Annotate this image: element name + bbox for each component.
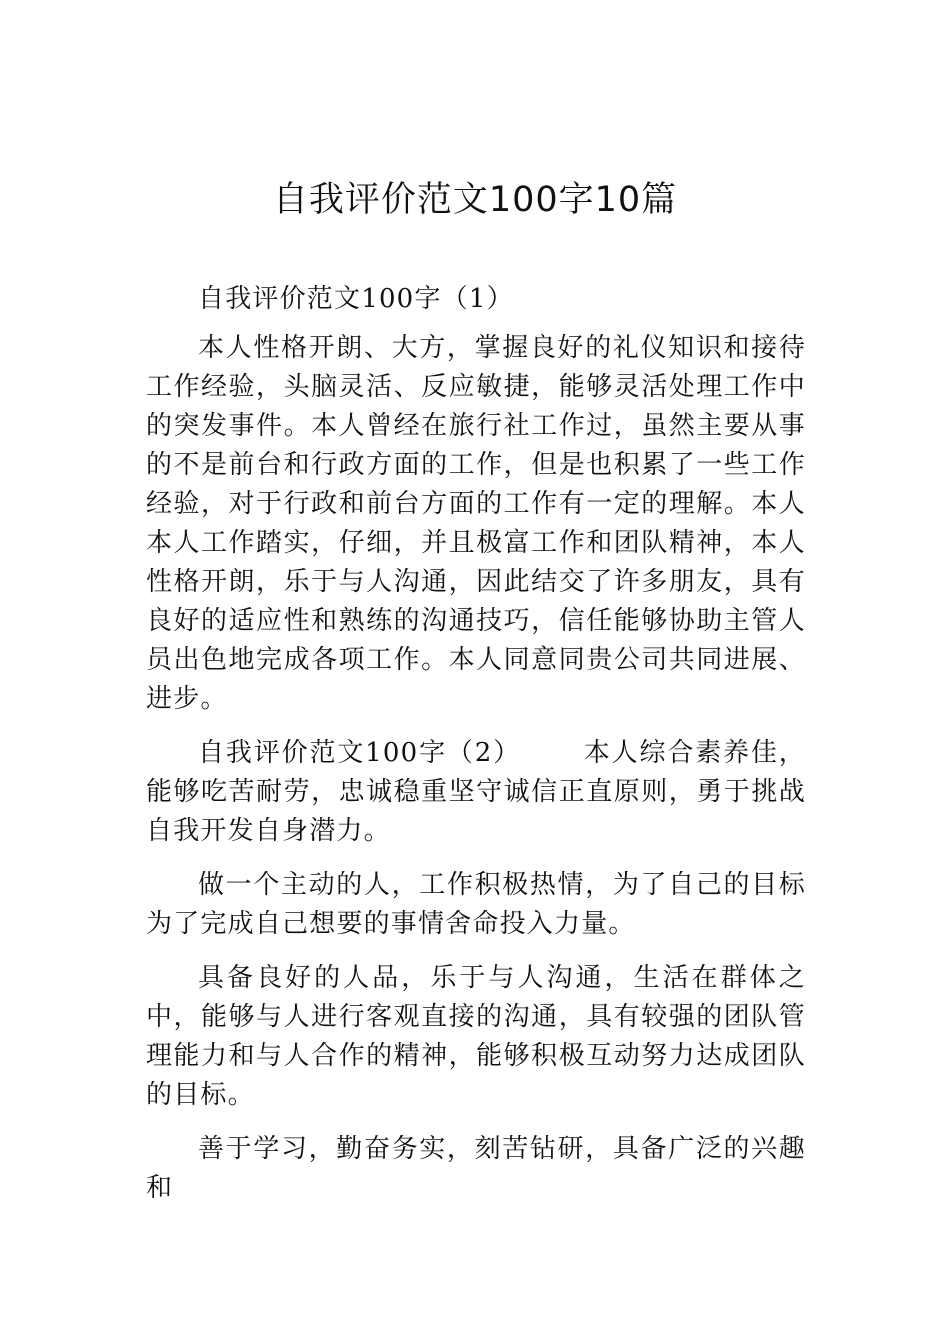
paragraph-1: 本人性格开朗、大方，掌握良好的礼仪知识和接待工作经验，头脑灵活、反应敏捷，能够灵活处理工作中的突发事件。本人曾经在旅行社工作过，虽然主要从事的不是前台和行政方面的工作，但是也积累了一些工作经验，对于行政和前台方面的工作有一定的理解。本人本人工作踏实，仔细，并且极富工作和团队精神，本人性格开朗，乐于与人沟通，因此结交了许多朋友，具有良好的适应性和熟练的沟通技巧，信任能够协助主管人员出色地完成各项工作。本人同意同贵公司共同进展、进步。: [146, 333, 806, 714]
section-heading-2: 自我评价范文100字（2）: [198, 738, 522, 768]
paragraph-2-text: 本人综合素养佳，能够吃苦耐劳，忠诚稳重坚守诚信正直原则，勇于挑战自我开发自身潜力。: [146, 738, 806, 846]
paragraph-5: 善于学习，勤奋务实，刻苦钻研，具备广泛的兴趣和: [146, 1134, 806, 1203]
paragraph-3: 做一个主动的人，工作积极热情，为了自己的目标为了完成自己想要的事情舍命投入力量。: [146, 870, 806, 939]
document-body: [146, 280, 806, 1223]
section-heading-1: 自我评价范文100字（1）: [198, 284, 514, 314]
paragraph-2: [146, 734, 806, 851]
document-title: 自我评价范文100字10篇: [272, 180, 678, 220]
paragraph-4: 具备良好的人品，乐于与人沟通，生活在群体之中，能够与人进行客观直接的沟通，具有较强的团队管理能力和与人合作的精神，能够积极互动努力达成团队的目标。: [146, 963, 806, 1110]
